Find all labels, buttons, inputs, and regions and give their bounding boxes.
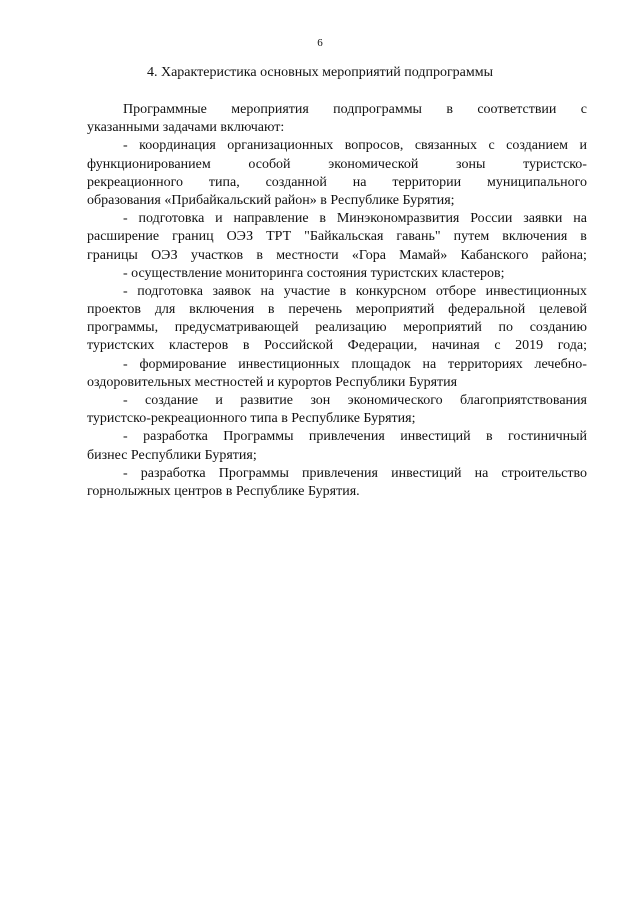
- body-line: [87, 228, 587, 246]
- body-word: заявок: [212, 283, 252, 299]
- body-word: -: [123, 465, 128, 481]
- body-word: -: [123, 138, 128, 154]
- body-word: и: [215, 211, 223, 227]
- body-line: оздоровительных местностей и курортов Республики Бурятия: [87, 374, 458, 390]
- body-word: туристских: [87, 338, 155, 354]
- body-word: особой: [248, 156, 291, 172]
- body-word: направление: [233, 211, 309, 227]
- body-word: связанных: [414, 138, 478, 154]
- body-word: благоприятствования: [459, 393, 587, 408]
- body-word: рекреационного: [87, 174, 183, 190]
- body-word: района;: [541, 247, 587, 263]
- body-word: Программы: [223, 429, 294, 445]
- body-word: проектов: [87, 302, 142, 318]
- body-word: местности: [276, 247, 339, 263]
- body-word: экономического: [347, 393, 443, 408]
- body-word: предусматривающей: [174, 320, 299, 336]
- body-word: зон: [310, 393, 331, 408]
- body-line: [87, 465, 587, 483]
- body-word: подготовка: [137, 283, 203, 299]
- body-line: [87, 101, 587, 119]
- body-word: зоны: [456, 156, 486, 172]
- body-word: перечень: [288, 302, 343, 318]
- body-word: на: [352, 174, 367, 190]
- body-line: [87, 210, 587, 228]
- body-word: в: [242, 338, 250, 354]
- body-word: строительство: [501, 465, 587, 481]
- body-word: на: [573, 211, 587, 227]
- body-word: формирование: [139, 356, 227, 372]
- body-word: типа,: [208, 174, 240, 190]
- page-number: 6: [317, 37, 323, 49]
- body-word: на: [474, 465, 489, 481]
- body-word: мероприятия: [231, 102, 309, 117]
- body-word: и: [215, 393, 223, 408]
- body-word: мероприятий: [403, 320, 482, 336]
- body-line: [87, 319, 587, 337]
- body-word: -: [123, 283, 128, 299]
- body-line: [87, 356, 587, 374]
- body-line: [87, 392, 587, 410]
- body-line: [87, 301, 587, 319]
- body-word: России: [470, 211, 513, 227]
- body-word: программы,: [87, 320, 159, 336]
- body-word: на: [260, 283, 275, 299]
- body-word: с: [488, 138, 495, 154]
- body-word: конкурсном: [355, 283, 427, 299]
- body-line: указанными задачами включают:: [87, 120, 285, 136]
- body-word: созданной: [265, 174, 327, 190]
- body-line: образования «Прибайкальский район» в Республике Бурятия;: [87, 192, 455, 208]
- body-word: 2019: [515, 338, 544, 354]
- body-word: организационных: [227, 138, 334, 154]
- body-word: лечебно-: [534, 356, 587, 372]
- body-word: инвестиционных: [238, 356, 340, 372]
- body-word: подготовка: [138, 211, 205, 227]
- body-line: [87, 174, 587, 192]
- body-word: соответствии: [477, 102, 557, 117]
- body-word: "Байкальская: [304, 229, 384, 245]
- body-word: заявки: [523, 211, 563, 227]
- body-word: расширение: [87, 229, 160, 245]
- body-word: муниципального: [487, 174, 587, 190]
- body-word: отборе: [435, 283, 477, 299]
- body-word: -: [123, 211, 128, 227]
- body-word: разработка: [143, 429, 208, 445]
- body-word: развитие: [240, 393, 293, 408]
- body-word: «Гора: [351, 247, 386, 263]
- body-word: туристско-: [523, 156, 587, 172]
- body-word: включения: [189, 302, 255, 318]
- body-text: [87, 101, 587, 501]
- body-line: [87, 337, 587, 355]
- body-word: и: [579, 138, 587, 154]
- body-line: горнолыжных центров в Республике Бурятия.: [87, 483, 360, 499]
- body-word: Программные: [123, 102, 207, 117]
- body-word: экономической: [328, 156, 419, 172]
- body-word: в: [339, 283, 347, 299]
- body-word: целевой: [539, 302, 587, 318]
- body-word: гостиничный: [508, 429, 587, 445]
- body-word: Минэкономразвития: [336, 211, 460, 227]
- body-word: функционированием: [87, 156, 211, 172]
- body-word: инвестиций: [391, 465, 462, 481]
- section-heading: 4. Характеристика основных мероприятий подпрограммы: [146, 65, 494, 80]
- body-word: кластеров: [169, 338, 229, 354]
- body-word: ОЭЗ: [151, 247, 178, 263]
- body-word: территориях: [448, 356, 523, 372]
- body-word: инвестиционных: [485, 283, 587, 299]
- body-word: в: [446, 102, 453, 117]
- body-word: вопросов,: [344, 138, 404, 154]
- body-line: [87, 156, 587, 174]
- body-word: федеральной: [448, 302, 526, 318]
- body-word: Мамай»: [399, 247, 448, 263]
- body-word: в: [580, 229, 587, 245]
- body-word: гавань": [396, 229, 441, 245]
- body-word: года;: [557, 338, 587, 354]
- body-word: включения: [502, 229, 568, 245]
- body-word: привлечения: [302, 465, 378, 481]
- body-word: созданию: [529, 320, 587, 336]
- body-line: [87, 428, 587, 446]
- body-word: ОЭЗ: [226, 229, 254, 245]
- body-line: - осуществление мониторинга состояния туристских кластеров;: [123, 265, 505, 281]
- body-word: начиная: [431, 338, 480, 354]
- body-word: создание: [145, 393, 199, 408]
- body-word: в: [319, 211, 327, 227]
- body-word: созданием: [506, 138, 569, 154]
- body-word: границы: [87, 247, 138, 263]
- body-word: участие: [283, 283, 331, 299]
- body-word: -: [123, 393, 128, 408]
- body-line: туристско-рекреационного типа в Республике Бурятия;: [87, 411, 416, 427]
- body-line: [87, 137, 587, 155]
- body-line: бизнес Республики Бурятия;: [87, 447, 257, 463]
- body-word: путем: [453, 229, 490, 245]
- body-word: Российской: [264, 338, 334, 354]
- body-word: на: [422, 356, 437, 372]
- body-line: [87, 283, 587, 301]
- body-word: в: [256, 247, 263, 263]
- body-word: инвестиций: [400, 429, 471, 445]
- body-line: [87, 247, 587, 265]
- body-word: Кабанского: [460, 247, 529, 263]
- body-word: границ: [172, 229, 214, 245]
- body-word: -: [123, 356, 128, 372]
- body-word: с: [580, 102, 587, 117]
- body-word: участков: [190, 247, 244, 263]
- body-word: площадок: [351, 356, 411, 372]
- body-word: подпрограммы: [333, 102, 422, 117]
- body-word: в: [267, 302, 275, 318]
- body-word: ТРТ: [266, 229, 292, 245]
- body-word: координация: [139, 138, 216, 154]
- body-word: территории: [392, 174, 462, 190]
- body-word: для: [154, 302, 176, 318]
- body-word: Программы: [218, 465, 289, 481]
- body-word: по: [498, 320, 514, 336]
- body-word: разработка: [140, 465, 206, 481]
- body-word: Федерации,: [347, 338, 418, 354]
- body-word: в: [486, 429, 493, 445]
- body-word: привлечения: [308, 429, 385, 445]
- body-word: реализацию: [315, 320, 387, 336]
- body-word: с: [494, 338, 501, 354]
- body-word: -: [123, 429, 128, 445]
- body-word: мероприятий: [355, 302, 435, 318]
